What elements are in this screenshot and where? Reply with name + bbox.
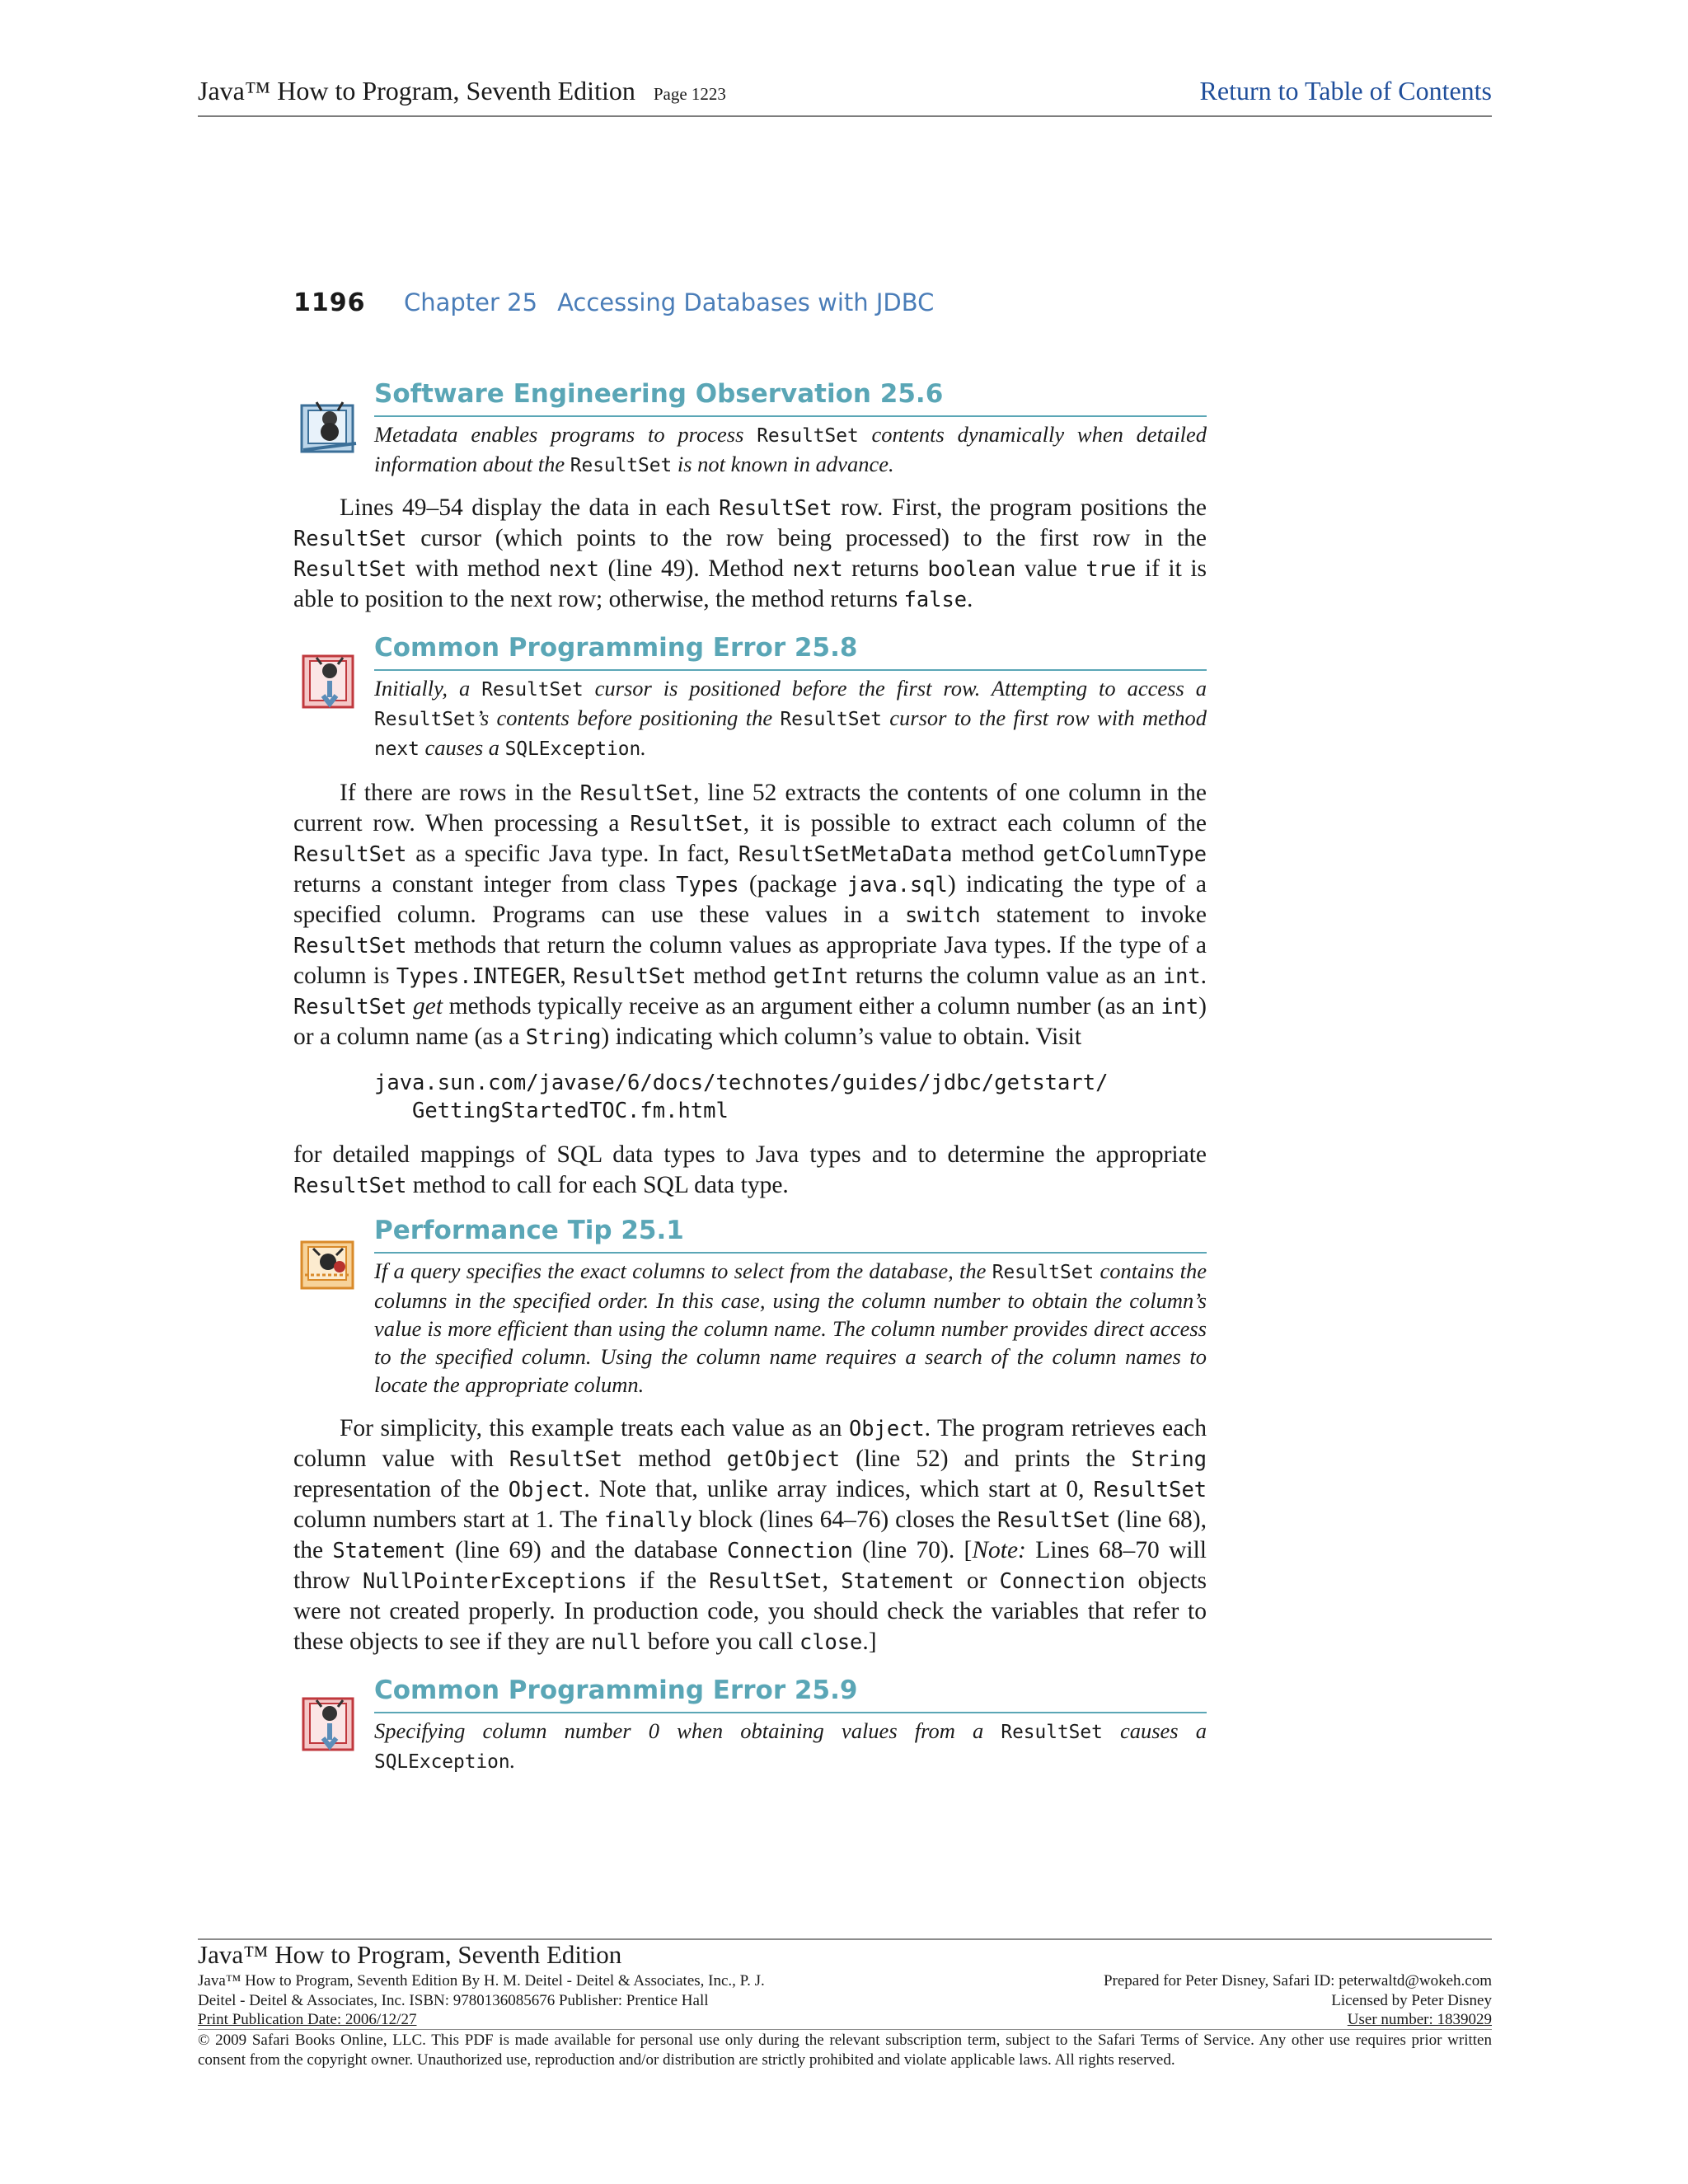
text-run: returns a constant integer from class: [293, 871, 677, 898]
code-term: getObject: [726, 1446, 841, 1471]
text-run: .: [1200, 963, 1207, 989]
text-run: Lines 68–70 will throw: [293, 1537, 1207, 1594]
text-run: If a query specifies the exact columns to select from the database, the: [374, 1258, 992, 1283]
code-term: ResultSet: [293, 526, 407, 551]
common-error-icon: [297, 648, 366, 717]
text-run: for detailed mappings of SQL data types to Java types and to determine the appropriate: [293, 1141, 1207, 1168]
callout-body: [374, 1257, 1207, 1399]
chapter-title: Accessing Databases with JDBC: [557, 288, 935, 316]
text-run: ) indicating which column’s value to obtain. Visit: [601, 1024, 1082, 1050]
code-term: ResultSet: [719, 495, 832, 520]
footer-line: Prepared for Peter Disney, Safari ID: peterwaltd@wokeh.com: [1103, 1972, 1492, 1990]
code-block: [293, 1069, 1207, 1125]
footer-line: Licensed by Peter Disney: [1331, 1991, 1492, 2009]
code-term: true: [1085, 556, 1137, 581]
text-run: (line 52) and prints the: [840, 1446, 1132, 1472]
code-term: ResultSet: [992, 1262, 1095, 1283]
code-term: Types.INTEGER: [396, 963, 560, 988]
callout-title: Common Programming Error 25.9: [374, 1674, 1207, 1713]
text-run: Initially, a: [374, 676, 482, 701]
page-content: [293, 363, 1207, 1776]
text-run: column numbers start at 1. The: [293, 1507, 604, 1533]
text-run: [406, 993, 413, 1019]
code-term: ResultSet: [293, 841, 407, 866]
code-term: String: [1131, 1446, 1207, 1471]
code-term: ResultSet: [293, 994, 407, 1019]
text-run: Metadata enables programs to process: [374, 422, 757, 447]
footer-line: Java™ How to Program, Seventh Edition By H. M. Deitel - Deitel & Associates, Inc., P. J.: [198, 1972, 765, 1990]
emphasis: get: [413, 993, 443, 1019]
code-term: Object: [849, 1416, 925, 1441]
text-run: cursor to the first row with method: [881, 705, 1207, 730]
text-run: ) indicating the type of a specified column. Programs can use these values in a: [293, 871, 1207, 928]
text-run: ) or a column name (as a: [293, 993, 1207, 1050]
code-term: int: [1162, 963, 1201, 988]
text-run: method: [686, 963, 773, 989]
text-run: (line 69) and the database: [445, 1537, 728, 1563]
text-run: is not known in advance.: [672, 452, 894, 476]
code-line: java.sun.com/javase/6/docs/technotes/guides/jdbc/getstart/: [374, 1071, 1109, 1095]
text-run: cursor (which points to the row being processed) to the first row in the: [406, 525, 1207, 551]
text-run: Lines 49–54 display the data in each: [340, 494, 720, 521]
text-run: . Note that, unlike array indices, which start at 0,: [584, 1476, 1094, 1502]
code-term: Statement: [841, 1568, 954, 1593]
text-run: .]: [862, 1629, 877, 1655]
code-term: ResultSet: [374, 709, 476, 730]
text-run: block (lines 64–76) closes the: [692, 1507, 998, 1533]
footer-title: Java™ How to Program, Seventh Edition: [198, 1940, 622, 1969]
header-book-title: [198, 76, 726, 106]
code-term: null: [591, 1629, 642, 1654]
text-run: representation of the: [293, 1476, 509, 1502]
code-term: Types: [676, 872, 739, 897]
text-run: cursor is positioned before the first row. Attempting to access a: [583, 676, 1207, 701]
text-run: method: [952, 841, 1043, 867]
body-paragraph: [293, 1140, 1207, 1201]
footer-divider: [198, 2029, 1492, 2030]
copyright-notice: © 2009 Safari Books Online, LLC. This PDF is made available for personal use only during the relevant subscription term, subject to the Safari Terms of Service. Any other use requires prior written consent from the copyright owner. Unauthorized use, reproduction and/or distribution are strictly prohibited and violate applicable laws. All rights reserved.: [198, 2032, 1492, 2069]
text-run: ,: [822, 1568, 842, 1594]
emphasis: Note:: [972, 1537, 1026, 1563]
code-term: ResultSet: [630, 811, 743, 836]
text-run: .: [640, 735, 646, 760]
code-term: close: [799, 1629, 863, 1654]
toc-link[interactable]: Return to Table of Contents: [1199, 76, 1492, 105]
footer-line: User number: 1839029: [1347, 2011, 1492, 2028]
text-run: if the: [626, 1568, 710, 1594]
text-run: .: [509, 1748, 516, 1773]
text-run: before you call: [641, 1629, 799, 1655]
code-term: ResultSet: [709, 1568, 823, 1593]
code-term: ResultSet: [573, 963, 687, 988]
text-run: as a specific Java type. In fact,: [406, 841, 738, 867]
text-run: .: [966, 586, 973, 612]
code-term: getColumnType: [1043, 841, 1207, 866]
code-term: Object: [508, 1477, 584, 1502]
callout-body: [374, 420, 1207, 480]
code-term: ResultSet: [293, 556, 407, 581]
code-term: ResultSet: [757, 425, 859, 447]
code-term: ResultSetMetaData: [738, 841, 953, 866]
code-term: SQLException: [504, 738, 641, 760]
page-label: Page 1223: [653, 84, 726, 104]
book-title: Java™ How to Program, Seventh Edition: [198, 76, 635, 105]
text-run: row. First, the program positions the: [832, 494, 1207, 521]
text-run: Specifying column number 0 when obtaining values from a: [374, 1718, 1001, 1743]
code-term: ResultSet: [1093, 1477, 1207, 1502]
code-term: finally: [603, 1507, 692, 1532]
code-term: ResultSet: [509, 1446, 623, 1471]
code-term: false: [903, 587, 967, 612]
code-term: ResultSet: [1001, 1722, 1103, 1743]
text-run: , line 52 extracts the contents of one column in the current row. When processing a: [293, 780, 1207, 837]
text-run: returns the column value as an: [848, 963, 1163, 989]
common-error-icon: [297, 1690, 366, 1760]
callout-box: [293, 377, 1207, 480]
text-run: causes a: [1102, 1718, 1207, 1743]
code-term: Statement: [332, 1538, 446, 1563]
text-run: (line 68), the: [293, 1507, 1207, 1563]
code-term: int: [1160, 994, 1199, 1019]
text-run: with method: [406, 555, 549, 582]
callout-title: Common Programming Error 25.8: [374, 631, 1207, 671]
code-term: switch: [905, 902, 981, 927]
code-term: ResultSet: [293, 933, 407, 958]
code-term: ResultSet: [579, 780, 694, 805]
chapter-label: Chapter 25: [404, 288, 538, 316]
header-divider: [198, 115, 1492, 117]
code-line: GettingStartedTOC.fm.html: [374, 1099, 729, 1123]
code-term: next: [548, 556, 599, 581]
body-paragraph: [293, 778, 1207, 1052]
code-term: ResultSet: [780, 709, 882, 730]
software-engineering-icon: [297, 394, 366, 463]
callout-box: [293, 1214, 1207, 1399]
text-run: For simplicity, this example treats each value as an: [340, 1415, 850, 1441]
code-term: next: [374, 738, 420, 760]
text-run: ,: [560, 963, 574, 989]
callout-box: [293, 1674, 1207, 1776]
text-run: , it is possible to extract each column of the: [743, 810, 1207, 837]
footer-publication-info: [198, 1971, 765, 2030]
callout-title: Performance Tip 25.1: [374, 1214, 1207, 1254]
running-head: [404, 288, 934, 316]
book-page-number: 1196: [293, 288, 366, 317]
text-run: ’s contents before positioning the: [476, 705, 781, 730]
text-run: contents dynamically when detailed information about the: [374, 422, 1207, 476]
code-term: String: [525, 1024, 602, 1049]
text-run: causes a: [419, 735, 505, 760]
text-run: If there are rows in the: [340, 780, 580, 806]
code-term: ResultSet: [481, 679, 584, 701]
code-term: Connection: [999, 1568, 1126, 1593]
code-term: NullPointerExceptions: [363, 1568, 627, 1593]
text-run: method: [622, 1446, 727, 1472]
code-term: Connection: [727, 1538, 853, 1563]
callout-body: [374, 674, 1207, 763]
text-run: (package: [738, 871, 847, 898]
footer-line: Deitel - Deitel & Associates, Inc. ISBN: 9780136085676 Publisher: Prentice Hall: [198, 1991, 709, 2009]
text-run: . The program retrieves each column value with: [293, 1415, 1207, 1472]
callout-title: Software Engineering Observation 25.6: [374, 377, 1207, 417]
text-run: (line 70). [: [852, 1537, 973, 1563]
text-run: methods that return the column values as appropriate Java types. If the type of a column is: [293, 932, 1207, 989]
performance-tip-icon: [297, 1230, 366, 1300]
code-term: boolean: [927, 556, 1016, 581]
body-paragraph: [293, 1413, 1207, 1657]
text-run: contains the columns in the specified order. In this case, using the column number to obtain the column’s value is more efficient than using the column name. The column number provides direct access to the specified column. Using the column name requires a search of the column names to locate the appropriate column.: [374, 1258, 1207, 1397]
footer-line: Print Publication Date: 2006/12/27: [198, 2011, 417, 2028]
code-term: SQLException: [374, 1751, 510, 1773]
text-run: (line 49). Method: [598, 555, 793, 582]
text-run: returns: [842, 555, 928, 582]
text-run: objects were not created properly. In production code, you should check the variables that refer to these objects to see if they are: [293, 1568, 1207, 1655]
callout-body: [374, 1717, 1207, 1776]
text-run: methods typically receive as an argument either a column number (as an: [443, 993, 1161, 1019]
code-term: getInt: [772, 963, 849, 988]
text-run: statement to invoke: [980, 902, 1207, 928]
text-run: value: [1015, 555, 1086, 582]
text-run: if it is able to position to the next row; otherwise, the method returns: [293, 555, 1207, 612]
code-term: ResultSet: [997, 1507, 1111, 1532]
text-run: method to call for each SQL data type.: [406, 1172, 789, 1198]
code-term: next: [792, 556, 843, 581]
footer-license-info: [1104, 1971, 1492, 2030]
body-paragraph: [293, 493, 1207, 615]
code-term: java.sql: [846, 872, 948, 897]
code-term: ResultSet: [293, 1173, 407, 1197]
code-term: ResultSet: [570, 455, 673, 476]
text-run: or: [954, 1568, 1000, 1594]
callout-box: [293, 631, 1207, 763]
